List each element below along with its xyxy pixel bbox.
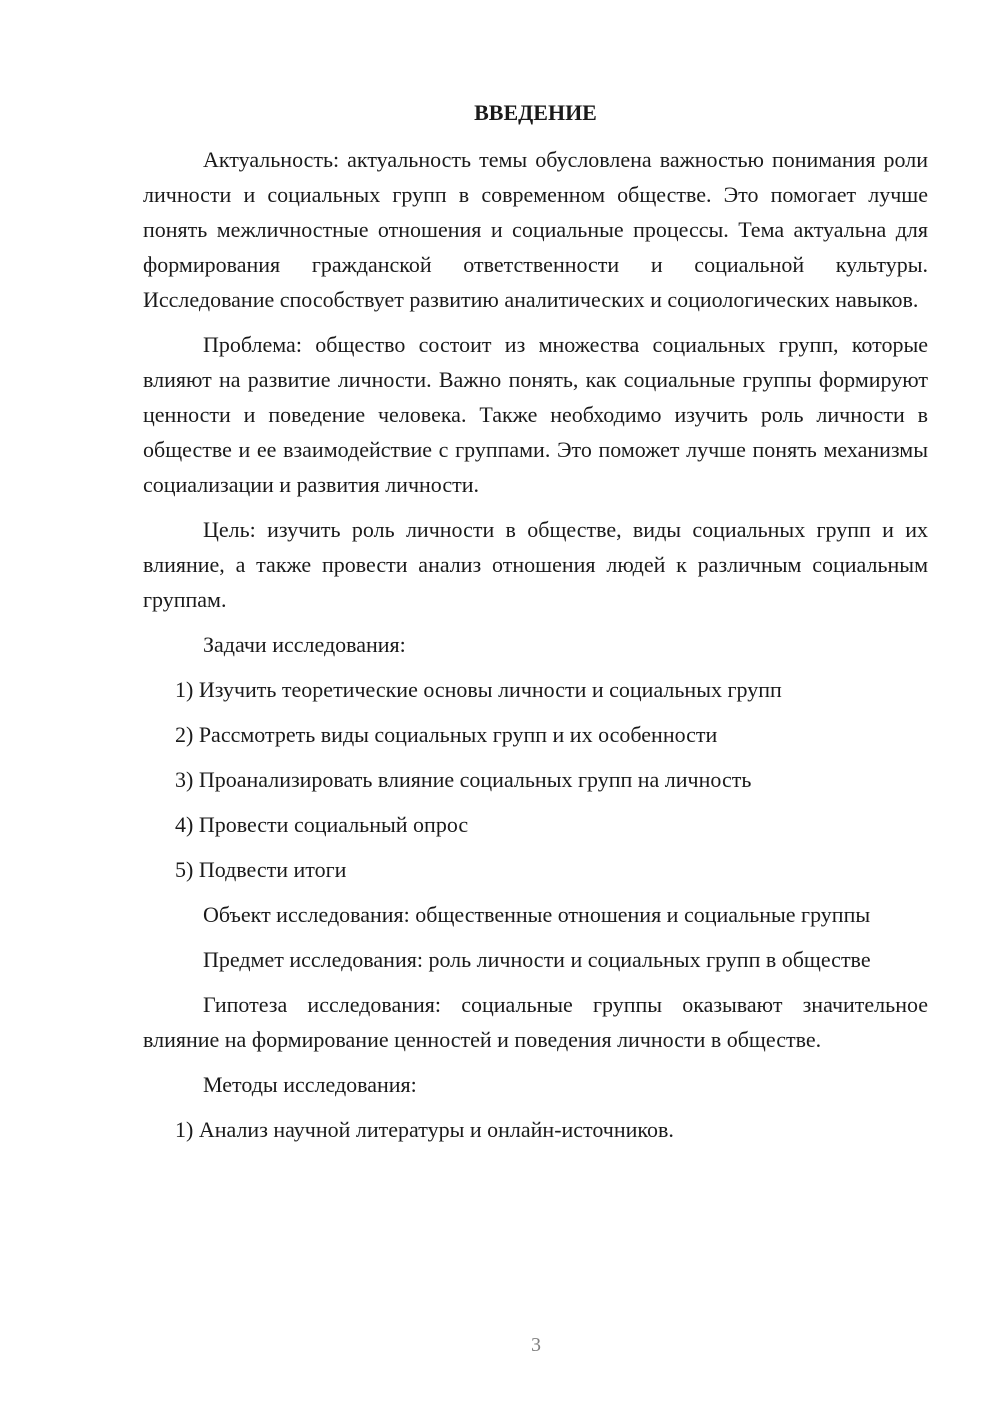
tasks-heading: Задачи исследования: bbox=[203, 632, 406, 657]
paragraph-hypothesis: Гипотеза исследования: социальные группы оказывают значительное влияние на формирование ценностей и поведения личности в обществе. bbox=[143, 992, 928, 1052]
task-item: 5) Подвести итоги bbox=[175, 857, 347, 882]
page-number: 3 bbox=[531, 1334, 541, 1356]
paragraph-subject: Предмет исследования: роль личности и социальных групп в обществе bbox=[203, 947, 871, 972]
section-title: ВВЕДЕНИЕ bbox=[474, 100, 597, 125]
methods-heading: Методы исследования: bbox=[203, 1072, 417, 1097]
paragraph-problem: Проблема: общество состоит из множества социальных групп, которые влияют на развитие личности. Важно понять, как социальные группы формируют ценности и поведение человека. Также необходимо изучить роль личности в обществе и ее взаимодействие с группами. Это поможет лучше понять механизмы социализации и развития личности. bbox=[143, 332, 928, 497]
page-content bbox=[143, 95, 928, 1157]
task-item: 2) Рассмотреть виды социальных групп и их особенности bbox=[175, 722, 718, 747]
task-item: 4) Провести социальный опрос bbox=[175, 812, 469, 837]
paragraph-goal: Цель: изучить роль личности в обществе, виды социальных групп и их влияние, а также провести анализ отношения людей к различным социальным группам. bbox=[143, 517, 928, 612]
task-item: 3) Проанализировать влияние социальных групп на личность bbox=[175, 767, 752, 792]
paragraph-relevance: Актуальность: актуальность темы обусловлена важностью понимания роли личности и социальных групп в современном обществе. Это помогает лучше понять межличностные отношения и социальные процессы. Тема актуальна для формирования гражданской ответственности и социальной культуры. Исследование способствует развитию аналитических и социологических навыков. bbox=[143, 147, 928, 312]
method-item: 1) Анализ научной литературы и онлайн-источников. bbox=[175, 1117, 674, 1142]
paragraph-object: Объект исследования: общественные отношения и социальные группы bbox=[203, 902, 871, 927]
task-item: 1) Изучить теоретические основы личности и социальных групп bbox=[175, 677, 782, 702]
